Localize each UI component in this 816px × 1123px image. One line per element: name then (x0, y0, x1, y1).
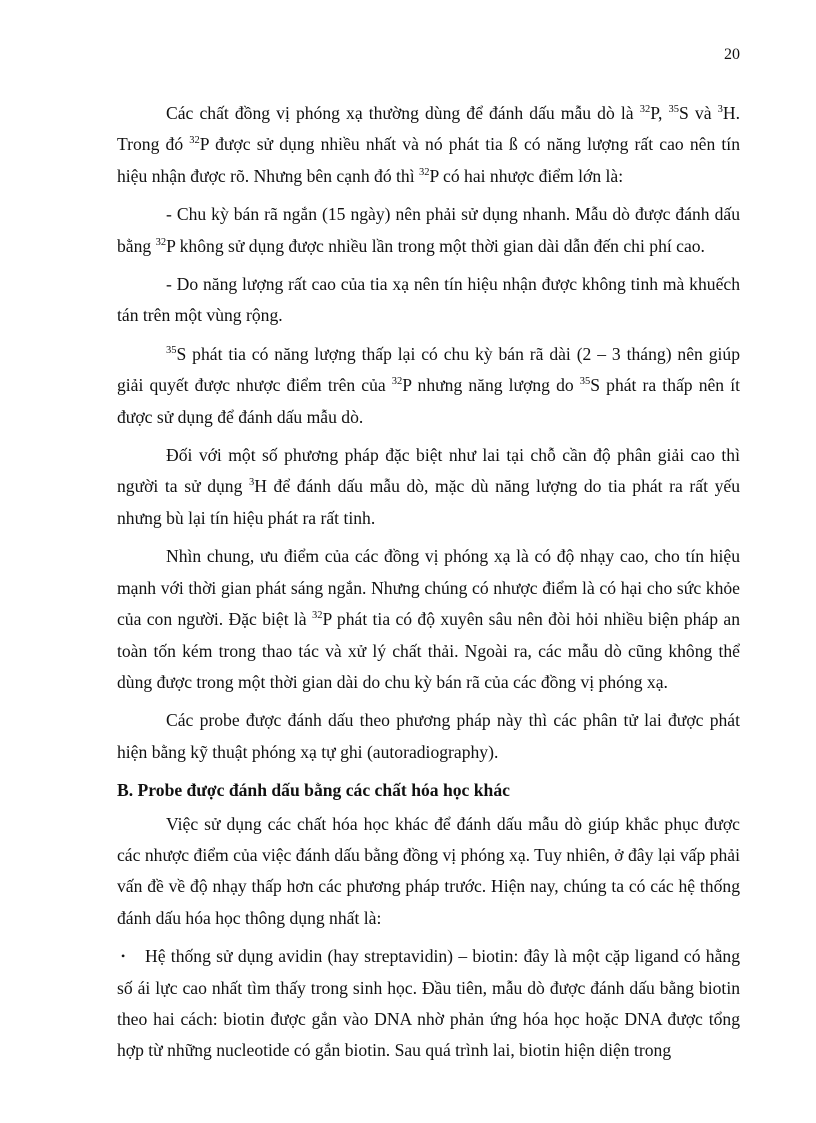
list-item: • Hệ thống sử dụng avidin (hay streptavidin) – biotin: đây là một cặp ligand có hằng số ái lực cao nhất tìm thấy trong sinh học. Đầu tiên, mẫu dò được đánh dấu bằng biotin theo hai cách: biotin được gắn vào DNA nhờ phản ứng hóa học hoặc DNA được tổng hợp từ những nucleotide có gắn biotin. Sau quá trình lai, biotin hiện diện trong (117, 941, 740, 1067)
paragraph-chemical-labels: Việc sử dụng các chất hóa học khác để đánh dấu mẫu dò giúp khắc phục được các nhược điểm của việc đánh dấu bằng đồng vị phóng xạ. Tuy nhiên, ở đây lại vấp phải vấn đề về độ nhạy thấp hơn các phương pháp trước. Hiện nay, chúng ta có các hệ thống đánh dấu hóa học thông dụng nhất là: (117, 813, 740, 928)
paragraph-sulfur-35: $^{35}$S phát tia có năng lượng thấp lại có chu kỳ bán rã dài (2 – 3 tháng) nên giúp giải quyết được nhược điểm trên của $^{32}$P nhưng năng lượng do $^{35}$S phát ra thấp nên ít được sử dụng để đánh dấu mẫu dò. (117, 343, 740, 427)
paragraph-energy-drawback: - Do năng lượng rất cao của tia xạ nên tín hiệu nhận được không tinh mà khuếch tán trên một vùng rộng. (117, 274, 740, 326)
document-body (117, 98, 740, 1067)
bullet-icon: • (121, 949, 126, 964)
paragraph-autoradiography: Các probe được đánh dấu theo phương pháp này thì các phân tử lai được phát hiện bằng kỹ thuật phóng xạ tự ghi (autoradiography). (117, 710, 740, 762)
bullet-list (117, 941, 740, 1067)
paragraph-summary: Nhìn chung, ưu điểm của các đồng vị phóng xạ là có độ nhạy cao, cho tín hiệu mạnh với thời gian phát sáng ngắn. Nhưng chúng có nhược điểm là có hại cho sức khỏe của con người. Đặc biệt là $^{32}$P phát tia có độ xuyên sâu nên đòi hỏi nhiều biện pháp an toàn tốn kém trong thao tác và xử lý chất thải. Ngoài ra, các mẫu dò cũng không thể dùng được trong một thời gian dài do chu kỳ bán rã của các đồng vị phóng xạ. (117, 546, 740, 692)
section-heading-b: B. Probe được đánh dấu bằng các chất hóa học khác (117, 780, 510, 801)
paragraph-halflife-drawback: - Chu kỳ bán rã ngắn (15 ngày) nên phải sử dụng nhanh. Mẫu dò được đánh dấu bằng $^{32}$P không sử dụng được nhiều lần trong một thời gian dài dẫn đến chi phí cao. (117, 204, 740, 256)
paragraph-isotopes-intro: Các chất đồng vị phóng xạ thường dùng để đánh dấu mẫu dò là $^{32}$P, $^{35}$S và $^3$H. Trong đó $^{32}$P được sử dụng nhiều nhất và nó phát tia ß có năng lượng rất cao nên tín hiệu nhận được rõ. Nhưng bên cạnh đó thì $^{32}$P có hai nhược điểm lớn là: (117, 103, 740, 186)
paragraph-tritium: Đối với một số phương pháp đặc biệt như lai tại chỗ cần độ phân giải cao thì người ta sử dụng $^3$H để đánh dấu mẫu dò, mặc dù năng lượng do tia phát ra rất yếu nhưng bù lại tín hiệu phát ra rất tinh. (117, 445, 740, 528)
page-number: 20 (724, 46, 740, 63)
